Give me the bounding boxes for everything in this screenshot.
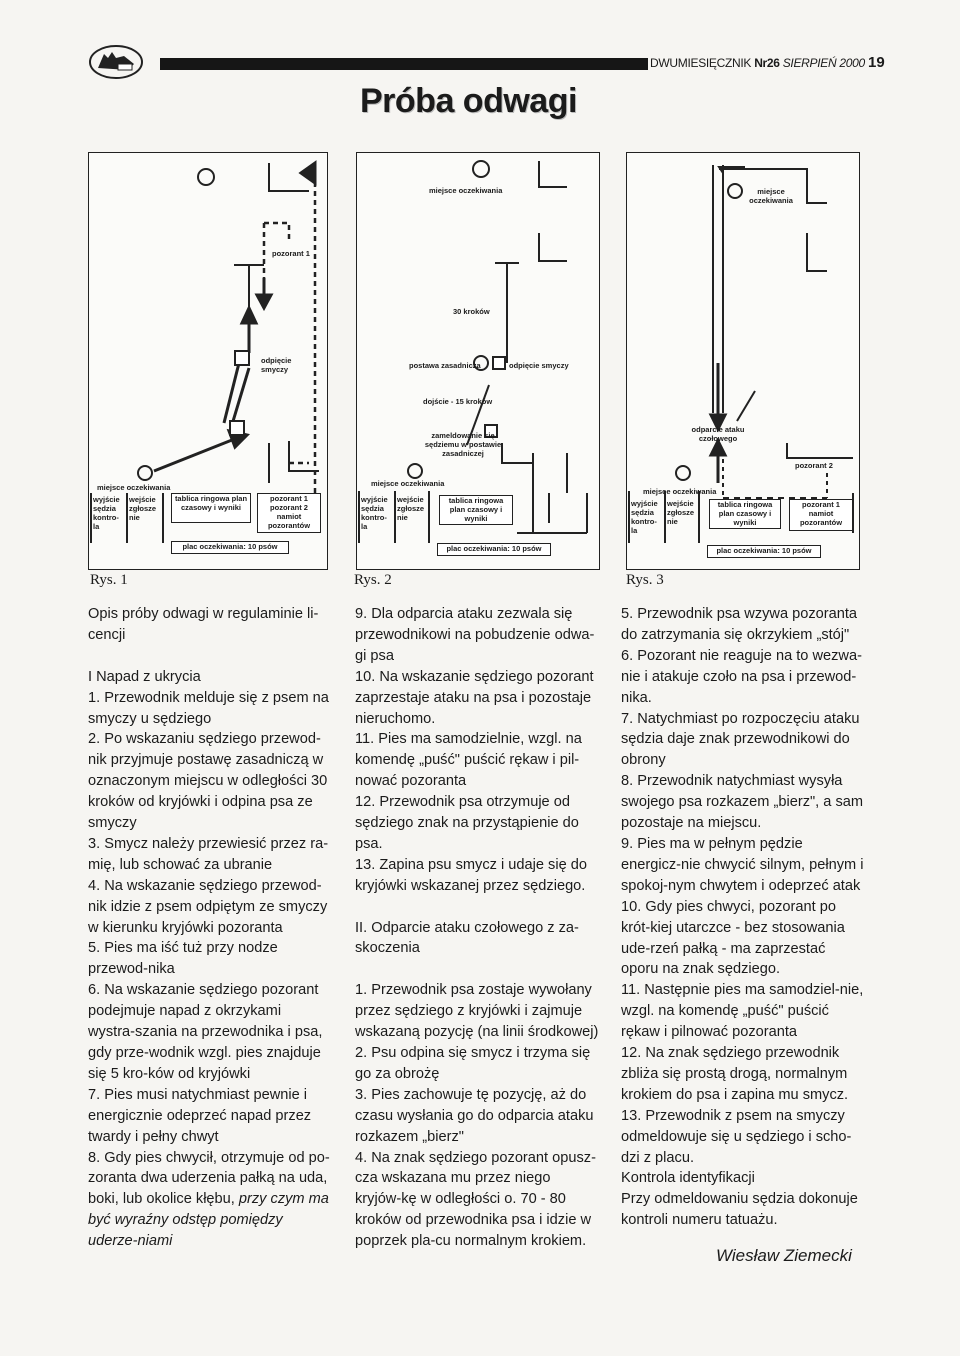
- label-entry: wejście zgłosze nie: [667, 499, 695, 526]
- paragraph: 12. Na znak sędziego przewodnik zbliża się prostą drogą, normalnym krokiem do psa i zapina mu smycz.: [621, 1045, 849, 1103]
- paragraph: 7. Pies musi natychmiast pewnie i energicznie odeprzeć napad przez twardy i pełny chwyt: [88, 1086, 312, 1145]
- paragraph: 1. Przewodnik psa zostaje wywołany przez sędziego z kryjówki i zajmuje wskazaną pozycję (na linii środkowej): [355, 982, 599, 1041]
- header-bar: [160, 58, 648, 70]
- paragraph: 1. Przewodnik melduje się z psem na smyczy u sędziego: [88, 689, 329, 727]
- section-heading: I Napad z ukrycia: [88, 668, 201, 685]
- issue-number: Nr26: [754, 56, 780, 70]
- figure-2: [356, 152, 600, 570]
- paragraph: 5. Przewodnik psa wzywa pozoranta do zatrzymania się okrzykiem „stój": [621, 606, 858, 643]
- label-approach: dojście - 15 kroków: [423, 397, 493, 406]
- section-heading: II. Odparcie ataku czołowego z za-skoczenia: [355, 919, 579, 957]
- helpers-tent: pozorant 1 namiot pozorantów: [789, 499, 853, 531]
- paragraph: 4. Na wskazanie sędziego przewod-nik idzie z psem odpiętym ze smyczy w kierunku kryjówki pozoranta: [88, 877, 328, 936]
- paragraph-text: 8. Gdy pies chwycił, otrzymuje od po-zoranta dwa uderzenia pałką na uda, boki, lub okolice kłębu,: [88, 1149, 330, 1208]
- waiting-area: plac oczekiwania: 10 psów: [707, 545, 821, 558]
- label-frontal-defence: odparcie ataku czołowego: [691, 425, 745, 443]
- section-heading: Kontrola identyfikacji: [621, 1170, 755, 1187]
- label-attention-stance: postawa zasadnicza: [409, 361, 481, 370]
- label-unleash: odpięcie smyczy: [261, 356, 292, 374]
- text-column-1: [88, 604, 332, 1252]
- page-number: 19: [868, 54, 885, 71]
- label-waiting-place: miejsce oczekiwania: [97, 483, 171, 492]
- label-waiting-place: miejsce oczekiwania: [643, 487, 717, 496]
- label-waiting-place: miejsce oczekiwania: [371, 479, 445, 488]
- label-entry: wejście zgłosze nie: [129, 495, 157, 522]
- paragraph: 9. Dla odparcia ataku zezwala się przewodnikowi na pobudzenie odwa-gi psa: [355, 606, 595, 664]
- paragraph: [88, 1148, 332, 1253]
- figure-3: [626, 152, 860, 570]
- paragraph: Przy odmeldowaniu sędzia dokonuje kontroli numeru tatuażu.: [621, 1191, 858, 1229]
- paragraph: 11. Następnie pies ma samodziel-nie, wzgl. na komendę „puść" puścić rękaw i pilnować pozoranta: [621, 982, 864, 1041]
- paragraph: 10. Na wskazanie sędziego pozorant zaprzestaje ataku na psa i pozostaje nieruchomo.: [355, 668, 594, 727]
- author-signature: Wiesław Ziemecki: [716, 1246, 852, 1265]
- figure-1: [88, 152, 328, 570]
- label-exit: wyjście sędzia kontro-la: [631, 499, 658, 535]
- issue-date: SIERPIEŃ 2000: [782, 56, 865, 70]
- label-waiting-place-top: miejsce oczekiwania: [429, 186, 503, 195]
- label-helpers: pozorant 1 pozorant 2: [270, 494, 308, 512]
- label-exit: wyjście sędzia kontro-la: [93, 495, 120, 531]
- spacer: [88, 646, 332, 667]
- caption-figure-2: Rys. 2: [354, 572, 392, 588]
- paragraph: Opis próby odwagi w regulaminie li-cencji: [88, 606, 319, 643]
- paragraph: 13. Zapina psu smycz i udaje się do kryjówki wskazanej przez sędziego.: [355, 856, 588, 894]
- ring-board: tablica ringowa plan czasowy i wyniki: [709, 499, 781, 529]
- text-column-2: [355, 604, 599, 1252]
- paragraph: 2. Psu odpina się smycz i trzyma się go za obrożę: [355, 1045, 591, 1082]
- text-column-3: [621, 604, 865, 1231]
- label-tent: namiot pozorantów: [267, 512, 311, 530]
- paragraph: 8. Przewodnik natychmiast wysyła swojego psa rozkazem „bierz", a sam pozostaje na miejscu.: [621, 773, 864, 832]
- paragraph: 5. Pies ma iść tuż przy nodze przewod-nika: [88, 940, 278, 978]
- waiting-area: plac oczekiwania: 10 psów: [437, 543, 551, 556]
- magazine-info: [650, 56, 865, 70]
- paragraph: 7. Natychmiast po rozpoczęciu ataku sędzia daje znak przewodnikowi do obrony: [621, 710, 860, 769]
- paragraph: 3. Pies zachowuje tę pozycję, aż do czasu wysłania go do odparcia ataku rozkazem „bierz": [355, 1086, 594, 1145]
- helpers-tent: [257, 493, 321, 533]
- paragraph: 11. Pies ma samodzielnie, wzgl. na komendę „puść" puścić rękaw i pil-nować pozoranta: [355, 731, 582, 790]
- magazine-logo: [88, 44, 144, 80]
- paragraph: 4. Na znak sędziego pozorant opusz-cza wskazana mu przez niego kryjów-kę w odległości o. 70 - 80 kroków od przewodnika psa i idzie w poprzek pla-cu normalnym krokiem.: [355, 1149, 596, 1250]
- label-exit: wyjście sędzia kontro-la: [361, 495, 388, 531]
- paragraph: 6. Pozorant nie reaguje na to wezwa-nie i atakuje czoło na psa i przewod-nika.: [621, 647, 862, 706]
- label-waiting-place-top: miejsce oczekiwania: [749, 187, 793, 205]
- label-report-to-judge: zameldowanie się sędziemu w postawie zasadniczej: [424, 431, 502, 458]
- paragraph: 2. Po wskazaniu sędziego przewod-nik przyjmuje postawę zasadniczą w oznaczonym miejscu w odległości 30 kroków od kryjówki i odpina psa ze smyczy: [88, 731, 328, 832]
- caption-figure-3: Rys. 3: [626, 572, 664, 588]
- paragraph: 12. Przewodnik psa otrzymuje od sędziego znak na przystąpienie do psa.: [355, 794, 579, 852]
- paragraph-italic: przy czym ma być wyraźny odstęp pomiędzy uderze-niami: [88, 1191, 329, 1250]
- ring-board: tablica ringowa plan czasowy i wyniki: [439, 495, 513, 525]
- label-unleash: odpięcie smyczy: [509, 361, 569, 370]
- paragraph: 10. Gdy pies chwyci, pozorant po krót-kiej utarczce - bez stosowania ude-rzeń pałką - ma zaprzestać oporu na znak sędziego.: [621, 898, 845, 978]
- paragraph: 3. Smycz należy przewiesić przez ra-mię, lub schować za ubranie: [88, 835, 329, 873]
- label-entry: wejście zgłosze nie: [397, 495, 425, 522]
- ring-board: tablica ringowa plan czasowy i wyniki: [171, 493, 251, 523]
- paragraph: 9. Pies ma w pełnym pędzie energicz-nie chwycić silnym, pełnym i spokoj-nym chwytem i odeprzeć atak: [621, 835, 864, 894]
- spacer: [355, 959, 599, 980]
- article-title: Próba odwagi: [360, 82, 577, 120]
- caption-figure-1: Rys. 1: [90, 572, 128, 588]
- label-pozorant-2: pozorant 2: [795, 461, 833, 470]
- magazine-name: DWUMIESIĘCZNIK: [650, 56, 752, 70]
- spacer: [355, 897, 599, 918]
- paragraph: 6. Na wskazanie sędziego pozorant podejmuje napad z okrzykami wystra-szania na przewodnika i psa, gdy prze-wodnik wzgl. pies znajduje się 5 kro-ków od kryjówki: [88, 982, 323, 1082]
- label-30-steps: 30 kroków: [453, 307, 490, 316]
- label-pozorant-1: pozorant 1: [272, 249, 310, 258]
- paragraph: 13. Przewodnik z psem na smyczy odmeldowuje się u sędziego i scho-dzi z placu.: [621, 1107, 852, 1166]
- waiting-area: plac oczekiwania: 10 psów: [171, 541, 289, 554]
